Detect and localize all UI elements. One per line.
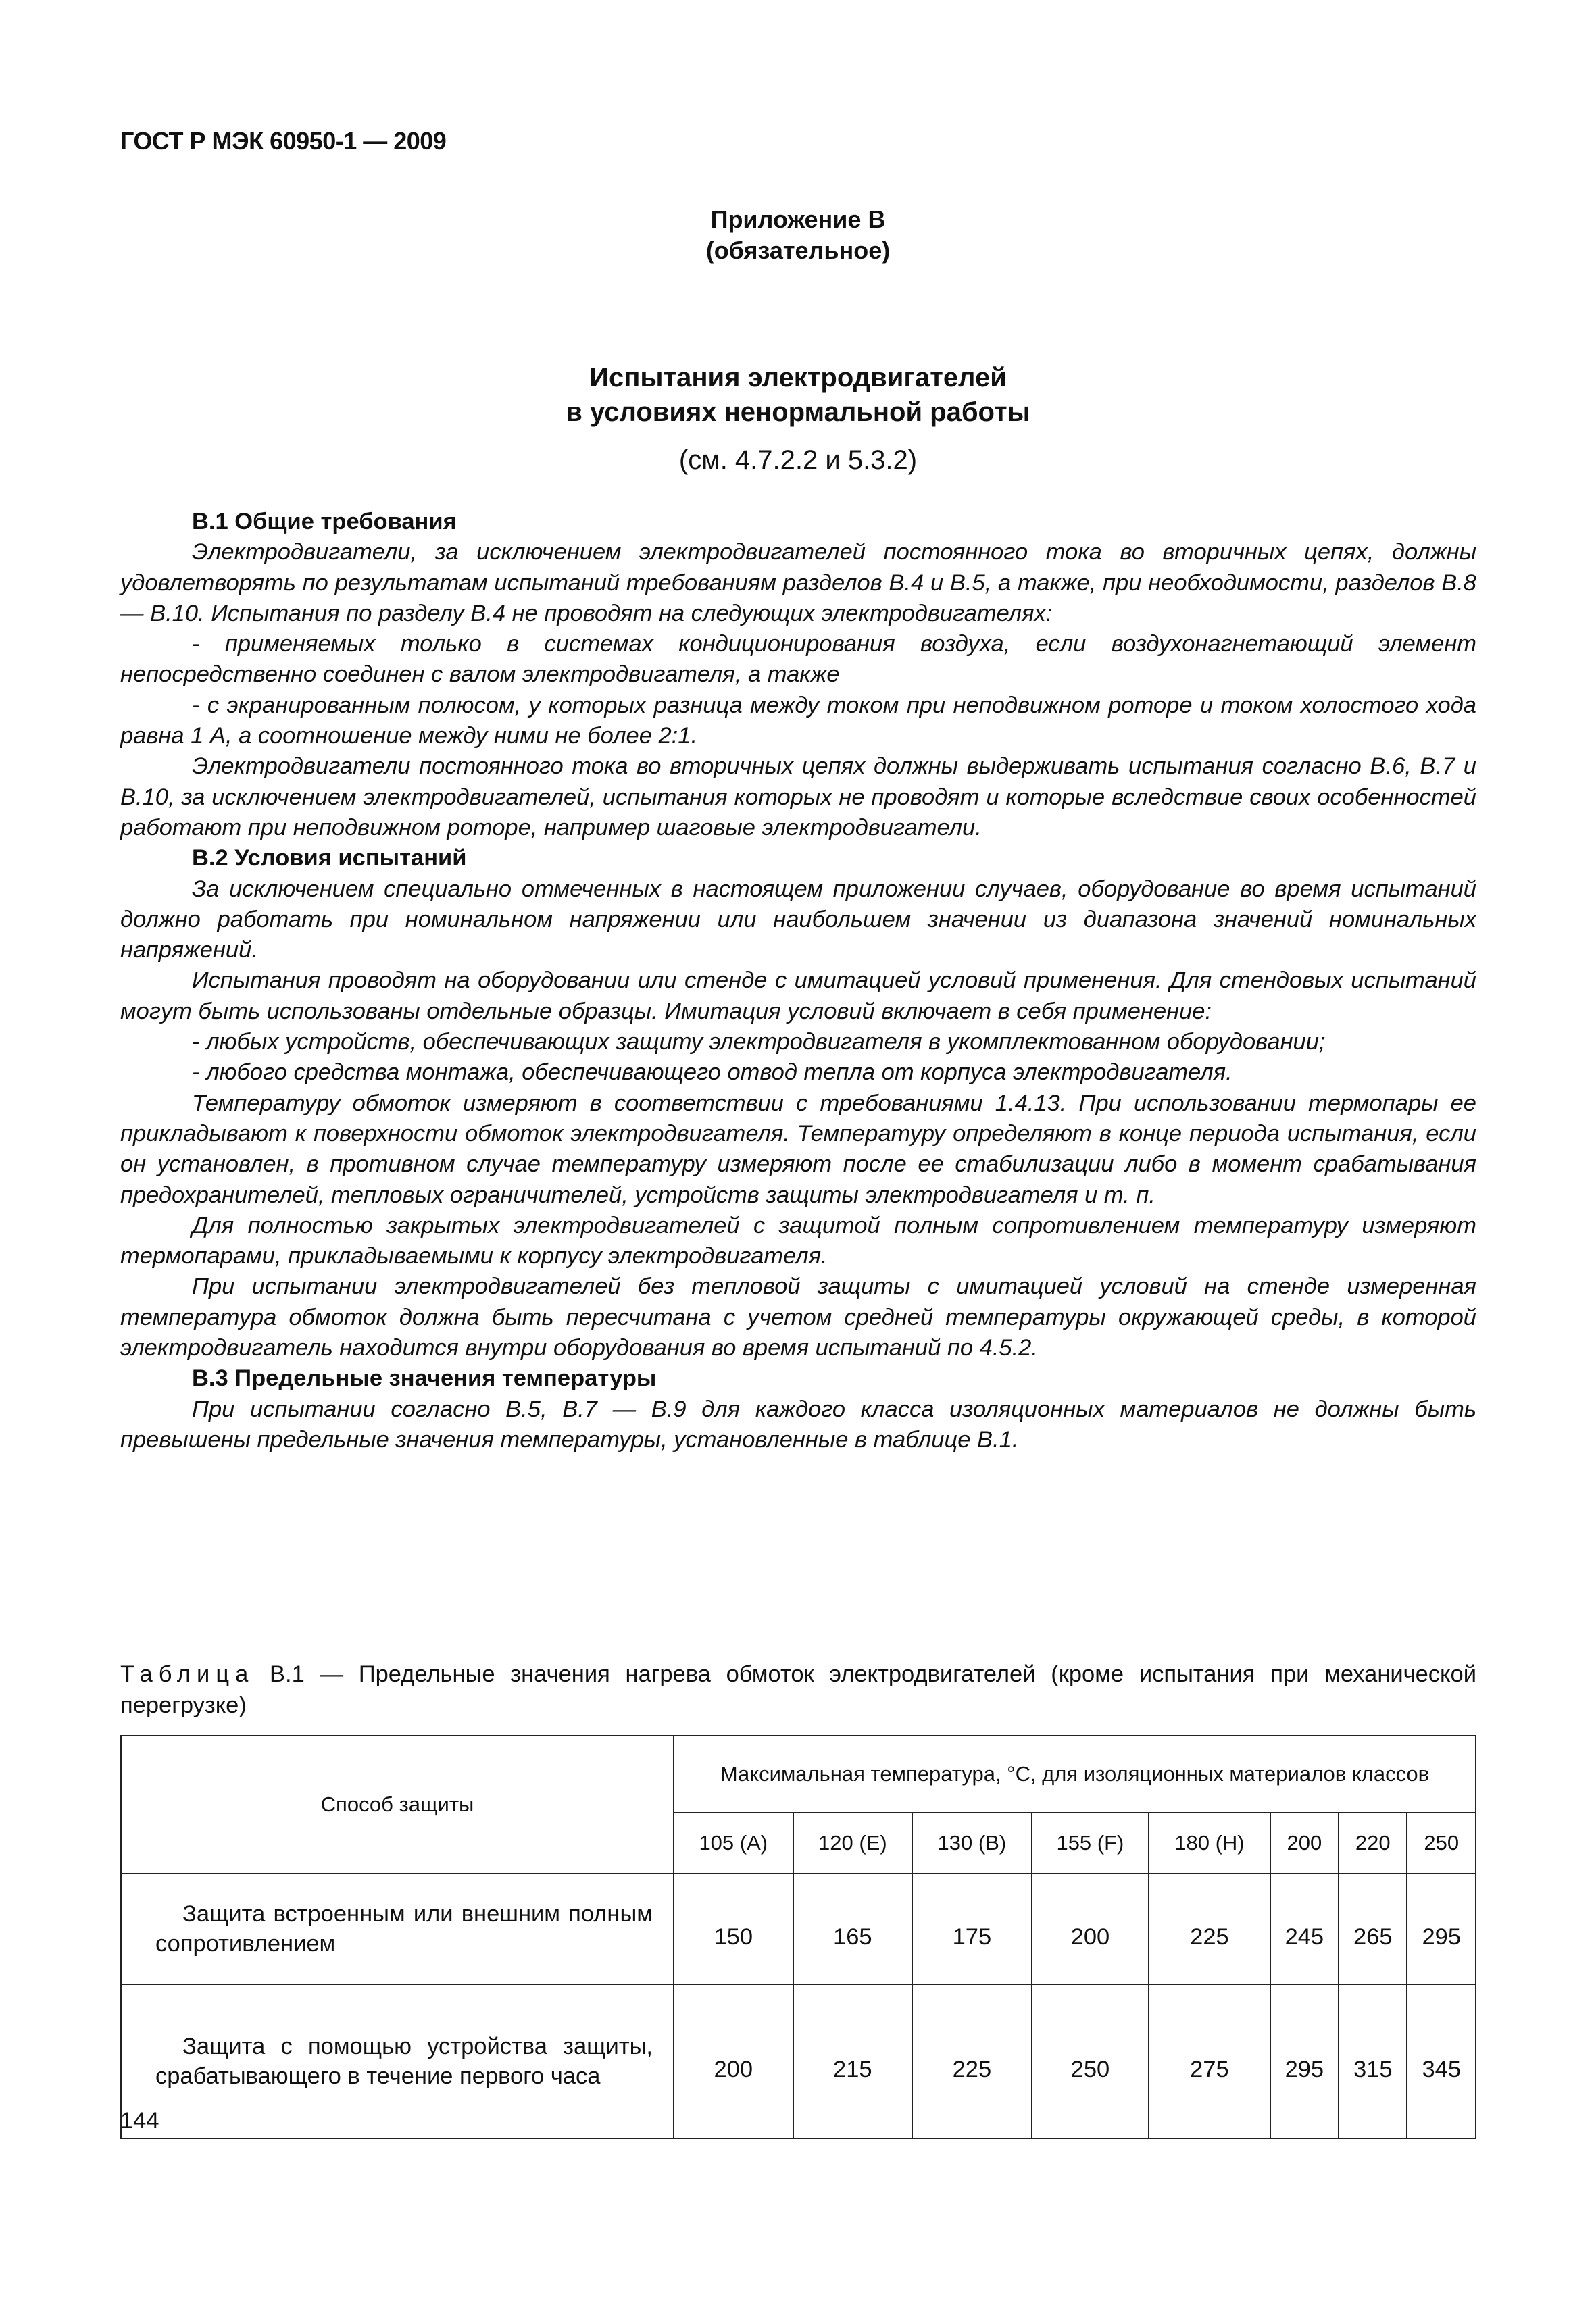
section-b1-paragraph: Электродвигатели постоянного тока во вторичных цепях должны выдерживать испытания согласно В.6, В.7 и В.10, за исключением электродвигателей, испытания которых не проводят и которые вследствие своих особенностей работают при неподвижном роторе, например шаговые электродвигатели. — [120, 753, 1476, 840]
method-text: Защита с помощью устройства защиты, срабатывающего в течение первого часа — [155, 2034, 653, 2089]
standard-header: ГОСТ Р МЭК 60950-1 — 2009 — [120, 127, 447, 155]
value-cell: 275 — [1149, 1984, 1270, 2138]
class-header: 155 (F) — [1032, 1813, 1149, 1873]
value-cell: 345 — [1407, 1984, 1476, 2138]
value-cell: 225 — [912, 1984, 1032, 2138]
table-row — [121, 1873, 1476, 1984]
table-caption — [120, 1659, 1476, 1721]
table-row — [121, 1984, 1476, 2138]
section-b3-paragraph: При испытании согласно В.5, В.7 — В.9 для каждого класса изоляционных материалов не должны быть превышены предельные значения температуры, установленные в таблице В.1. — [120, 1396, 1476, 1453]
section-b2-paragraph: Испытания проводят на оборудовании или стенде с имитацией условий применения. Для стендовых испытаний могут быть использованы отдельные образцы. Имитация условий включает в себя применение: — [120, 967, 1476, 1024]
section-b2-paragraph: Температуру обмоток измеряют в соответствии с требованиями 1.4.13. При использовании термопары ее прикладывают к поверхности обмоток электродвигателя. Температуру определяют в конце периода испытания, если он установлен, в противном случае температуру измеряют после ее стабилизации либо в момент срабатывания предохранителей, тепловых ограничителей, устройств защиты электродвигателя и т. п. — [120, 1090, 1476, 1208]
table-caption-label: Таблица — [120, 1661, 255, 1687]
appendix-heading-line-1: Испытания электродвигателей — [589, 363, 1007, 393]
section-b3-title: В.3 Предельные значения температуры — [192, 1365, 657, 1392]
class-header: 130 (В) — [912, 1813, 1032, 1873]
value-cell: 225 — [1149, 1873, 1270, 1984]
section-b1-paragraph: - с экранированным полюсом, у которых разница между током при неподвижном роторе и током холостого хода равна 1 А, а соотношение между ними не более 2:1. — [120, 692, 1476, 749]
table-caption-text: В.1 — Предельные значения нагрева обмоток электродвигателей (кроме испытания при механической перегрузке) — [120, 1661, 1476, 1718]
appendix-reference: (см. 4.7.2.2 и 5.3.2) — [678, 445, 918, 475]
value-cell: 200 — [1032, 1873, 1149, 1984]
appendix-status: (обязательное) — [705, 236, 891, 264]
section-b1-title: В.1 Общие требования — [192, 509, 457, 534]
value-cell: 245 — [1270, 1873, 1339, 1984]
value-cell: 165 — [793, 1873, 913, 1984]
class-header: 250 — [1407, 1813, 1476, 1873]
section-b2-paragraph: За исключением специально отмеченных в настоящем приложении случаев, оборудование во время испытаний должно работать при номинальном напряжении или наибольшем значении из диапазона значений номинальных напряжений. — [120, 876, 1476, 963]
method-cell — [121, 1984, 674, 2138]
value-cell: 250 — [1032, 1984, 1149, 2138]
value-cell: 175 — [912, 1873, 1032, 1984]
class-header: 200 — [1270, 1813, 1339, 1873]
value-cell: 265 — [1339, 1873, 1407, 1984]
value-cell: 295 — [1407, 1873, 1476, 1984]
section-b1-paragraph: - применяемых только в системах кондиционирования воздуха, если воздухонагнетающий элемент непосредственно соединен с валом электродвигателя, а также — [120, 631, 1476, 688]
appendix-body — [120, 507, 1476, 1455]
value-cell: 295 — [1270, 1984, 1339, 2138]
max-temperature-header: Максимальная температура, °С, для изоляционных материалов классов — [674, 1736, 1476, 1813]
temperature-limits-table — [120, 1735, 1476, 2139]
class-header: 180 (Н) — [1149, 1813, 1270, 1873]
section-b2-paragraph: - любых устройств, обеспечивающих защиту электродвигателя в укомплектованном оборудовании; — [192, 1029, 1326, 1055]
method-cell — [121, 1873, 674, 1984]
appendix-title: Приложение В — [710, 205, 886, 233]
value-cell: 200 — [674, 1984, 793, 2138]
value-cell: 315 — [1339, 1984, 1407, 2138]
class-header: 105 (А) — [674, 1813, 793, 1873]
section-b2-paragraph: Для полностью закрытых электродвигателей с защитой полным сопротивлением температуру измеряют термопарами, прикладываемыми к корпусу электродвигателя. — [120, 1212, 1476, 1269]
section-b2-title: В.2 Условия испытаний — [192, 845, 467, 872]
method-column-header: Способ защиты — [121, 1736, 674, 1873]
section-b2-paragraph: - любого средства монтажа, обеспечивающего отвод тепла от корпуса электродвигателя. — [192, 1059, 1232, 1086]
section-b2-paragraph: При испытании электродвигателей без тепловой защиты с имитацией условий на стенде измеренная температура обмоток должна быть пересчитана с учетом средней температуры окружающей среды, в которой электродвигатель находится внутри оборудования во время испытаний по 4.5.2. — [120, 1274, 1476, 1361]
method-text: Защита встроенным или внешним полным сопротивлением — [155, 1901, 653, 1957]
class-header: 120 (Е) — [793, 1813, 913, 1873]
page-number: 144 — [120, 2108, 159, 2134]
appendix-heading-line-2: в условиях ненормальной работы — [566, 397, 1030, 427]
value-cell: 215 — [793, 1984, 913, 2138]
table-header-row — [121, 1736, 1476, 1813]
value-cell: 150 — [674, 1873, 793, 1984]
class-header: 220 — [1339, 1813, 1407, 1873]
section-b1-paragraph: Электродвигатели, за исключением электродвигателей постоянного тока во вторичных цепях, должны удовлетворять по результатам испытаний требованиям разделов В.4 и В.5, а также, при необходимости, разделов В.8 — В.10. Испытания по разделу В.4 не проводят на следующих электродвигателях: — [120, 539, 1476, 626]
